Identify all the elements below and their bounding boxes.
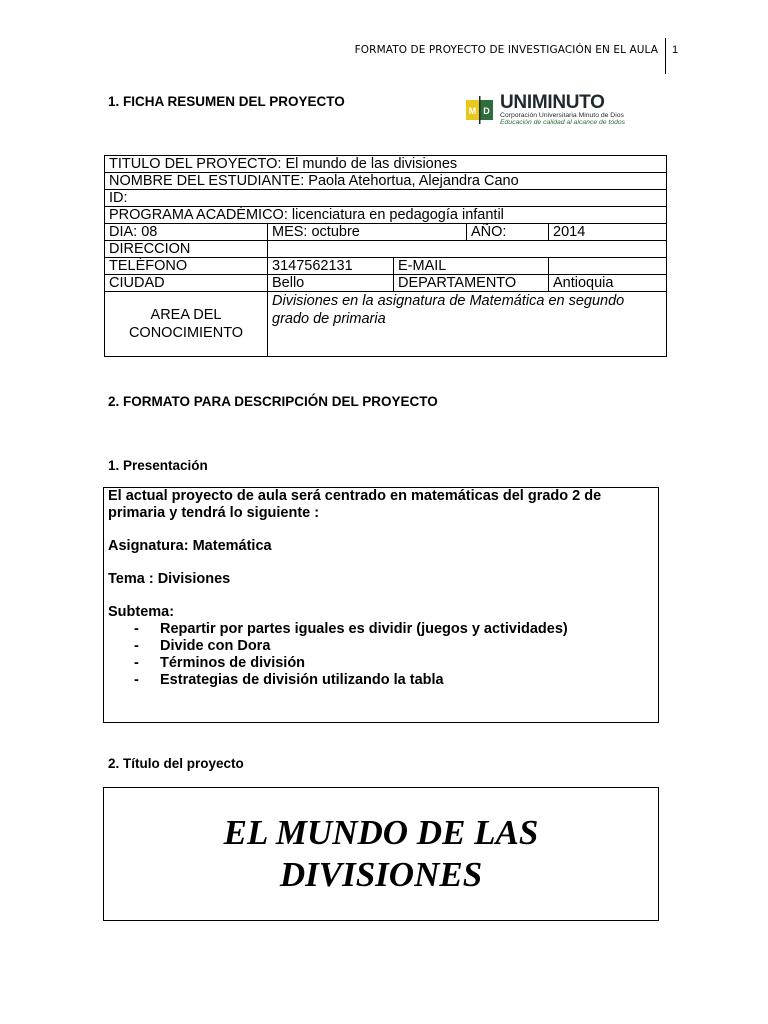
table-row — [105, 190, 667, 207]
table-row — [105, 173, 667, 190]
table-row — [105, 292, 667, 357]
logo-name: UNIMINUTO — [500, 92, 605, 113]
phone-label-cell: TELÉFONO — [105, 258, 268, 275]
project-title-line-2: DIVISIONES — [279, 855, 483, 894]
logo-subtitle: Corporación Universitaria Minuto de Dios — [500, 112, 624, 119]
project-title-cell: TITULO DEL PROYECTO: El mundo de las divisiones — [105, 156, 667, 173]
program-cell: PROGRAMA ACADÉMICO: licenciatura en pedagogía infantil — [105, 207, 667, 224]
presentation-heading: 1. Presentación — [108, 458, 208, 473]
logo-tagline: Educación de calidad al alcance de todos — [500, 119, 626, 126]
section-1-heading: 1. FICHA RESUMEN DEL PROYECTO — [108, 94, 345, 109]
city-value-cell: Bello — [268, 275, 394, 292]
address-label-cell: DIRECCION — [105, 241, 268, 258]
project-title-text — [104, 812, 658, 896]
subtopic-list — [108, 621, 658, 689]
student-name-cell: NOMBRE DEL ESTUDIANTE: Paola Atehortua, Alejandra Cano — [105, 173, 667, 190]
year-label-cell: AÑO: — [467, 224, 549, 241]
topic-line: Tema : Divisiones — [108, 571, 231, 587]
table-row — [105, 241, 667, 258]
department-value-cell: Antioquia — [549, 275, 667, 292]
address-value-cell — [268, 241, 667, 258]
subject-line: Asignatura: Matemática — [108, 538, 272, 554]
list-item: - Repartir por partes iguales es dividir (juegos y actividades) — [108, 621, 658, 638]
subtopic-label: Subtema: — [108, 604, 175, 620]
email-value-cell — [549, 258, 667, 275]
svg-text:M: M — [468, 106, 477, 116]
page-number: 1 — [672, 44, 679, 56]
day-cell: DIA: 08 — [105, 224, 268, 241]
table-row — [105, 207, 667, 224]
knowledge-area-label-cell: AREA DEL CONOCIMIENTO — [105, 292, 268, 357]
project-title-heading: 2. Título del proyecto — [108, 756, 244, 771]
table-row — [105, 258, 667, 275]
section-2-heading: 2. FORMATO PARA DESCRIPCIÓN DEL PROYECTO — [108, 394, 438, 409]
email-label-cell: E-MAIL — [394, 258, 549, 275]
project-title-box — [103, 787, 659, 921]
project-title-line-1: EL MUNDO DE LAS — [223, 813, 539, 852]
svg-text:D: D — [483, 106, 490, 116]
project-summary-table — [104, 155, 667, 357]
table-row — [105, 224, 667, 241]
running-header-title: FORMATO DE PROYECTO DE INVESTIGACIÓN EN EL AULA — [354, 44, 658, 56]
list-item: - Términos de división — [108, 655, 658, 672]
phone-value-cell: 3147562131 — [268, 258, 394, 275]
year-value-cell: 2014 — [549, 224, 667, 241]
uniminuto-emblem-icon — [466, 96, 494, 124]
presentation-intro: El actual proyecto de aula será centrado en matemáticas del grado 2 de primaria y tendrá lo siguiente : — [108, 488, 602, 521]
list-item: - Divide con Dora — [108, 638, 658, 655]
table-row — [105, 156, 667, 173]
id-cell: ID: — [105, 190, 667, 207]
knowledge-area-value-cell: Divisiones en la asignatura de Matemática en segundo grado de primaria — [268, 292, 667, 357]
header-divider — [665, 38, 666, 74]
table-row — [105, 275, 667, 292]
department-label-cell: DEPARTAMENTO — [394, 275, 549, 292]
city-label-cell: CIUDAD — [105, 275, 268, 292]
month-cell: MES: octubre — [268, 224, 467, 241]
list-item: - Estrategias de división utilizando la tabla — [108, 672, 658, 689]
uniminuto-logo — [466, 92, 646, 128]
presentation-box — [103, 487, 659, 723]
